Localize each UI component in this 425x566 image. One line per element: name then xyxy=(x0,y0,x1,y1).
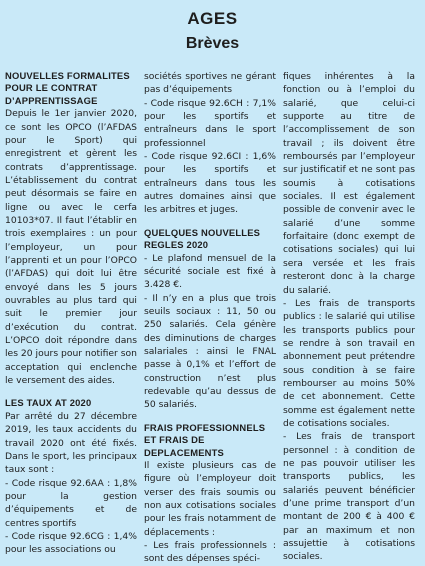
paragraph-frais-intro: Il existe plusieurs cas de figure où l’employeur doit verser des frais soumis ou non aux cotisations sociales pour les frais notamment de déplacements : xyxy=(144,459,276,538)
bullet-risque-92-6ci: - Code risque 92.6CI : 1,6% pour les sportifs et entraîneurs dans tous les autres domaines ainsi que les arbitres et juges. xyxy=(144,151,276,216)
column-2 xyxy=(144,70,276,566)
heading-apprentissage: NOUVELLES FORMALITES POUR LE CONTRAT D’APPRENTISSAGE xyxy=(5,70,130,106)
article-columns xyxy=(0,70,425,566)
paragraph-plafond: - Le plafond mensuel de la sécurité sociale est fixé à 3.428 €. xyxy=(144,252,276,291)
paragraph-transport-personnel: - Les frais de transport personnel : à condition de ne pas pouvoir utiliser les transports publics, les salariés peuvent bénéficier d’une prime transport d’un montant de 200 € à 400 € par an maximum et non assujettie à cotisations sociales. xyxy=(283,431,415,563)
paragraph-taux-at: Par arrêté du 27 décembre 2019, les taux accidents du travail 2020 ont été fixés. Dans le sport, les principaux taux sont : xyxy=(5,410,137,476)
heading-nouvelles-regles: QUELQUES NOUVELLES REGLES 2020 xyxy=(144,226,261,251)
paragraph-apprentissage: Depuis le 1er janvier 2020, ce sont les OPCO (l’AFDAS pour le Sport) qui enregistrent et gèrent les contrats d’apprentissage. L’établissement du contrat peut désormais se faire en ligne ou avec le cerfa 10103*07. Il faut l’établir en trois exemplaires : un pour l’employeur, un pour l’apprenti et un pour l’OPCO (l’AFDAS) qui doit lui être envoyé dans les 5 jours ouvrables au plus tard qui suit le premier jour d’exécution du contrat. L’OPCO doit répondre dans les 20 jours pour notifier son acceptation qui enclenche le versement des aides. xyxy=(5,108,137,387)
bullet-risque-92-6cg: - Code risque 92.6CG : 1,4% pour les associations ou xyxy=(5,530,137,556)
column-3 xyxy=(283,70,415,566)
header xyxy=(0,0,425,54)
heading-frais: FRAIS PROFESSIONNELS ET FRAIS DE DEPLACEMENTS xyxy=(144,421,266,458)
paragraph-frais-professionnels: - Les frais professionnels : sont des dépenses spéci- xyxy=(144,540,276,565)
heading-taux-at: LES TAUX AT 2020 xyxy=(5,397,92,409)
paragraph-seuils: - Il n’y en a plus que trois seuils sociaux : 11, 50 ou 250 salariés. Cela génère des diminutions de charges salariales : ainsi le FNAL passe à 0,1% et l’effort de construction n’est plus redevable qu’au dessus de 50 salariés. xyxy=(144,292,276,411)
page-title: AGES xyxy=(187,9,238,28)
bullet-risque-92-6ch: - Code risque 92.6CH : 7,1% pour les sportifs et entraîneurs dans le sport professionnel xyxy=(144,97,276,149)
paragraph-societes: sociétés sportives ne gérant pas d’équipements xyxy=(144,71,276,96)
column-1 xyxy=(5,70,137,566)
page-subtitle: Brèves xyxy=(185,35,240,52)
bullet-risque-92-6aa: - Code risque 92.6AA : 1,8% pour la gestion d’équipements et de centres sportifs xyxy=(5,477,137,529)
paragraph-frais-suite: fiques inhérentes à la fonction ou à l’emploi du salarié, que celui-ci supporte au titre de l’accomplissement de son travail ; ils doivent être remboursés par l’employeur sur justificatif et ne sont pas soumis à cotisations sociales. Il est également possible de convenir avec le salarié d’une somme forfaitaire (donc exempt de cotisations sociales) qui lui sera versée et les frais resteront donc à la charge du salarié. xyxy=(283,71,415,296)
paragraph-transports-publics: - Les frais de transports publics : le salarié qui utilise les transports publics pour se rendre à son travail en abonnement peut prétendre sous condition à se faire rembourser au moins 50% de cet abonnement. Cette somme est également nette de cotisations sociales. xyxy=(283,297,415,429)
